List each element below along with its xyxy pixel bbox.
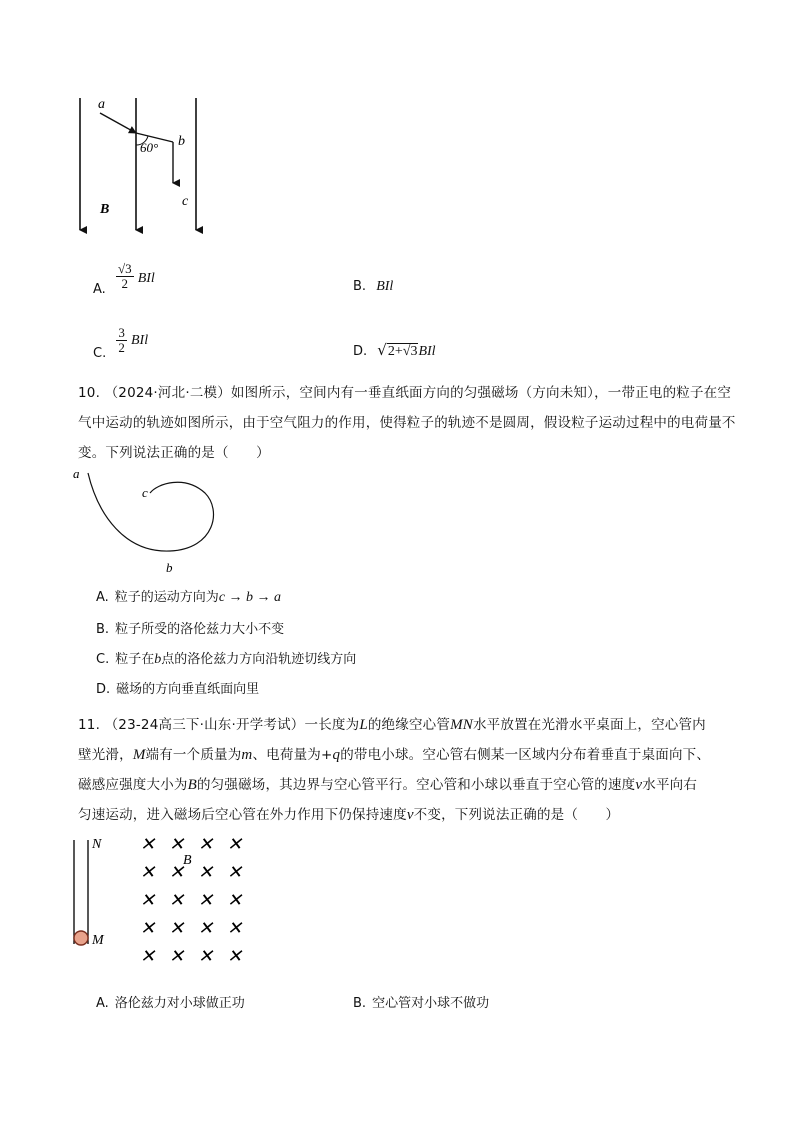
fraction	[116, 262, 134, 291]
question-10	[78, 378, 738, 468]
question-source: （23-24高三下·山东·开学考试）	[104, 717, 305, 733]
field-cross-mark: ✕	[198, 946, 214, 966]
text: 磁感应强度大小为	[78, 777, 188, 793]
field-cross-mark: ✕	[140, 862, 156, 882]
label-c: c	[142, 485, 148, 500]
label-B: B	[100, 202, 110, 217]
label-c: c	[182, 194, 189, 209]
math-q: q	[332, 747, 341, 763]
option-text: 粒子所受的洛伦兹力大小不变	[115, 622, 285, 637]
option-expr: BIl	[137, 271, 155, 286]
question-line-1	[78, 710, 738, 740]
field-cross-mark: ✕	[198, 890, 214, 910]
option-letter: A.	[93, 282, 106, 297]
question-number: 11.	[78, 717, 101, 733]
q9-option-c[interactable]	[93, 325, 149, 361]
field-cross-mark: ✕	[140, 946, 156, 966]
q9-option-a[interactable]	[93, 261, 155, 297]
q10-option-b[interactable]	[96, 620, 284, 640]
fraction-numerator: √3	[117, 261, 132, 276]
field-cross-mark: ✕	[140, 918, 156, 938]
field-cross-mark: ✕	[140, 890, 156, 910]
fraction-denominator: 2	[121, 276, 128, 291]
option-letter: C.	[96, 652, 110, 667]
field-cross-mark: ✕	[227, 834, 243, 854]
fraction-numerator: 3	[118, 325, 125, 340]
field-cross-mark: ✕	[198, 862, 214, 882]
text: 壁光滑，	[78, 747, 133, 763]
label-b: b	[178, 134, 185, 149]
text: 的绝缘空心管	[367, 717, 451, 733]
option-text-post: 点的洛伦兹力方向沿轨迹切线方向	[161, 652, 357, 667]
math-m: m	[241, 747, 253, 763]
wire-segment-ab	[100, 113, 136, 133]
math-L: L	[359, 717, 368, 733]
field-cross-mark: ✕	[140, 834, 156, 854]
field-cross-mark: ✕	[169, 862, 185, 882]
text: 水平向右	[642, 777, 698, 793]
question-source: （2024·河北·二模）	[104, 385, 231, 401]
field-cross-mark: ✕	[169, 834, 185, 854]
field-cross-mark: ✕	[227, 946, 243, 966]
sqrt-radicand: 2+√3	[387, 344, 418, 359]
text: 不变，下列说法正确的是（ ）	[413, 807, 620, 823]
math-v: v	[635, 777, 643, 793]
field-cross-mark: ✕	[169, 918, 185, 938]
math-B: B	[187, 777, 197, 793]
field-cross-mark: ✕	[227, 890, 243, 910]
text: 匀速运动，进入磁场后空心管在外力作用下仍保持速度	[78, 807, 407, 823]
sqrt-sign: √	[377, 341, 387, 359]
option-text: 粒子在	[115, 652, 155, 667]
option-text: 磁场的方向垂直纸面向里	[116, 682, 260, 697]
math-v: v	[406, 807, 414, 823]
q9-option-d[interactable]	[353, 340, 436, 362]
text: 、电荷量为+	[252, 747, 333, 763]
label-N: N	[92, 837, 102, 852]
trajectory-curve	[88, 473, 213, 551]
q10-option-c[interactable]	[96, 650, 356, 670]
label-M: M	[92, 933, 104, 948]
label-a: a	[98, 97, 105, 112]
option-math: b	[154, 652, 162, 667]
option-letter: A.	[96, 590, 109, 605]
question-text: 如图所示，空间内有一垂直纸面方向的匀强磁场（方向未知），一带正电的粒子在空气中运动的轨迹如图所示，由于空气阻力的作用，使得粒子的轨迹不是圆周，假设粒子运动过程中的电荷量不变。下列说法正确的是（ ）	[78, 385, 736, 461]
q9-option-b[interactable]	[353, 277, 393, 297]
text: 的匀强磁场，其边界与空心管平行。空心管和小球以垂直于空心管的速度	[196, 777, 636, 793]
option-letter: B.	[96, 622, 110, 637]
question-line-4	[78, 800, 738, 830]
figure-particle-trajectory	[70, 465, 230, 580]
option-letter: C.	[93, 346, 107, 361]
field-cross-mark: ✕	[227, 918, 243, 938]
angle-label: 60°	[140, 140, 159, 155]
question-number: 10.	[78, 385, 101, 401]
question-line-3	[78, 770, 738, 800]
math-M: M	[132, 747, 146, 763]
q11-option-a[interactable]	[96, 994, 245, 1014]
q11-option-b[interactable]	[353, 994, 489, 1014]
option-letter: A.	[96, 996, 109, 1011]
option-expr: BIl	[131, 333, 149, 348]
text: 水平放置在光滑水平桌面上，空心管内	[472, 717, 706, 733]
field-cross-mark: ✕	[198, 834, 214, 854]
text: 的带电小球。空心管右侧某一区域内分布着垂直于桌面向下、	[340, 747, 711, 763]
field-cross-mark: ✕	[169, 890, 185, 910]
option-expr: BIl	[376, 279, 394, 294]
charged-ball	[74, 931, 88, 945]
option-text: 空心管对小球不做功	[372, 996, 490, 1011]
option-math: c → b → a	[218, 590, 282, 605]
field-cross-mark: ✕	[227, 862, 243, 882]
fraction-denominator: 2	[118, 340, 125, 355]
question-11	[78, 710, 738, 830]
text: 端有一个质量为	[145, 747, 242, 763]
label-B: B	[183, 853, 192, 868]
option-text: 粒子的运动方向为	[114, 590, 219, 605]
figure-tube-magnetic-field	[68, 832, 258, 972]
field-cross-mark: ✕	[169, 946, 185, 966]
option-letter: B.	[353, 996, 367, 1011]
q10-option-d[interactable]	[96, 680, 259, 700]
option-text: 洛伦兹力对小球做正功	[114, 996, 245, 1011]
field-cross-mark: ✕	[198, 918, 214, 938]
math-MN: MN	[450, 717, 473, 733]
fraction	[116, 326, 127, 355]
option-letter: B.	[353, 279, 367, 294]
option-letter: D.	[353, 344, 368, 359]
label-b: b	[166, 560, 173, 575]
label-a: a	[73, 466, 80, 481]
figure-current-wire-field	[70, 95, 210, 240]
option-letter: D.	[96, 682, 111, 697]
question-line-2	[78, 740, 738, 770]
text: 一长度为	[304, 717, 360, 733]
option-expr: BIl	[418, 344, 436, 359]
q10-option-a[interactable]	[96, 588, 281, 608]
